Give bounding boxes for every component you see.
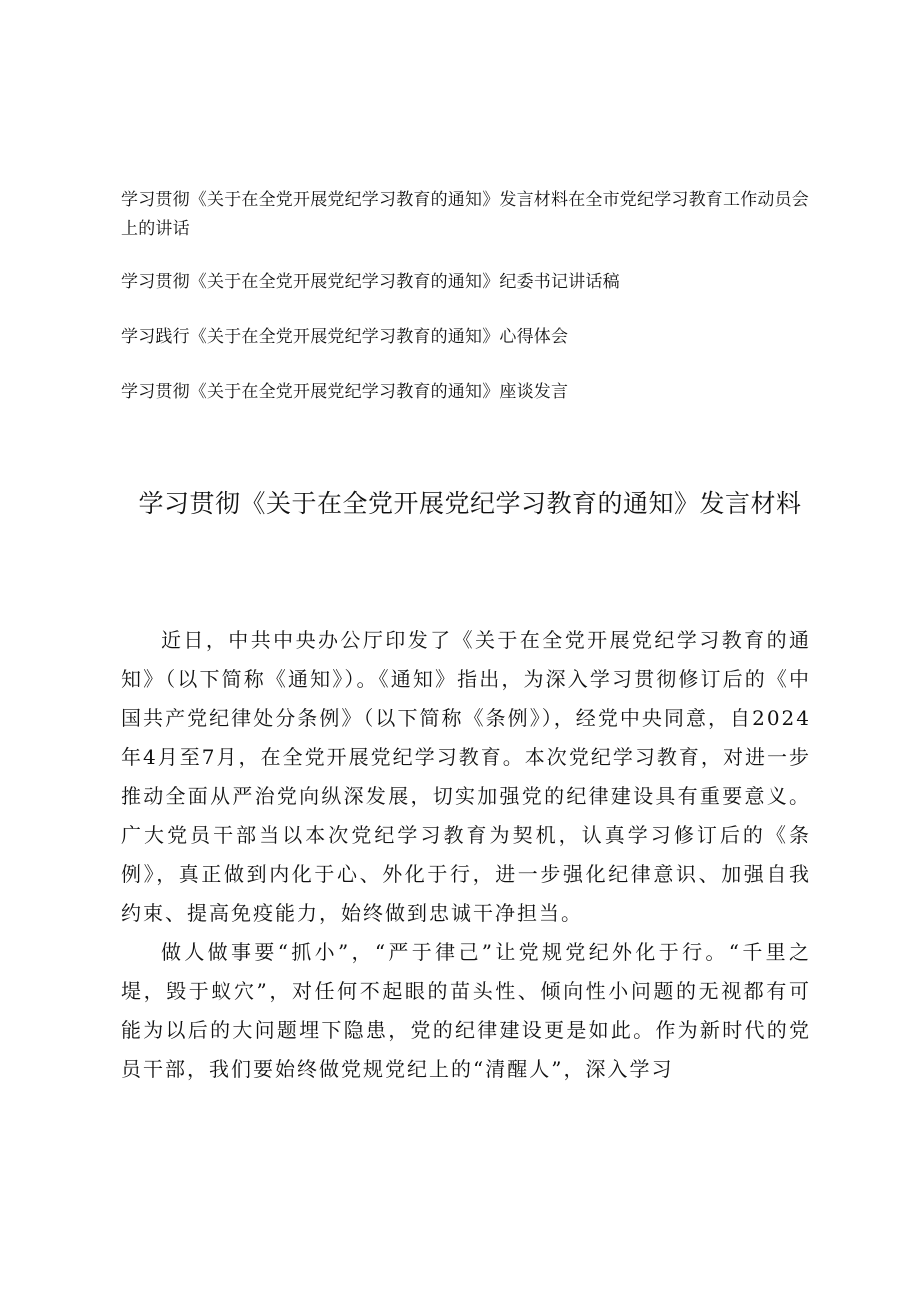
table-of-contents [121, 186, 821, 433]
toc-item: 学习贯彻《关于在全党开展党纪学习教育的通知》纪委书记讲话稿 [121, 272, 620, 292]
paragraph: 做人做事要“抓小”，“严于律己”让党规党纪外化于行。“千里之堤，毁于蚁穴”，对任何不起眼的苗头性、倾向性小问题的无视都有可能为以后的大问题埋下隐患，党的纪律建设更是如此。作为新时代的党员干部，我们要始终做党规党纪上的“清醒人”，深入学习 [121, 940, 811, 1081]
toc-item: 学习贯彻《关于在全党开展党纪学习教育的通知》发言材料在全市党纪学习教育工作动员会上的讲话 [121, 190, 809, 239]
toc-item: 学习践行《关于在全党开展党纪学习教育的通知》心得体会 [121, 327, 569, 347]
toc-item: 学习贯彻《关于在全党开展党纪学习教育的通知》座谈发言 [121, 382, 569, 402]
article-title: 学习贯彻《关于在全党开展党纪学习教育的通知》发言材料 [138, 489, 802, 518]
paragraph: 近日，中共中央办公厅印发了《关于在全党开展党纪学习教育的通知》（以下简称《通知》）。《通知》指出，为深入学习贯彻修订后的《中国共产党纪律处分条例》（以下简称《条例》），经党中央同意，自2024年4月至7月，在全党开展党纪学习教育。本次党纪学习教育，对进一步推动全面从严治党向纵深发展，切实加强党的纪律建设具有重要意义。广大党员干部当以本次党纪学习教育为契机，认真学习修订后的《条例》，真正做到内化于心、外化于行，进一步强化纪律意识、加强自我约束、提高免疫能力，始终做到忠诚干净担当。 [121, 628, 811, 925]
article-body [121, 621, 811, 1089]
